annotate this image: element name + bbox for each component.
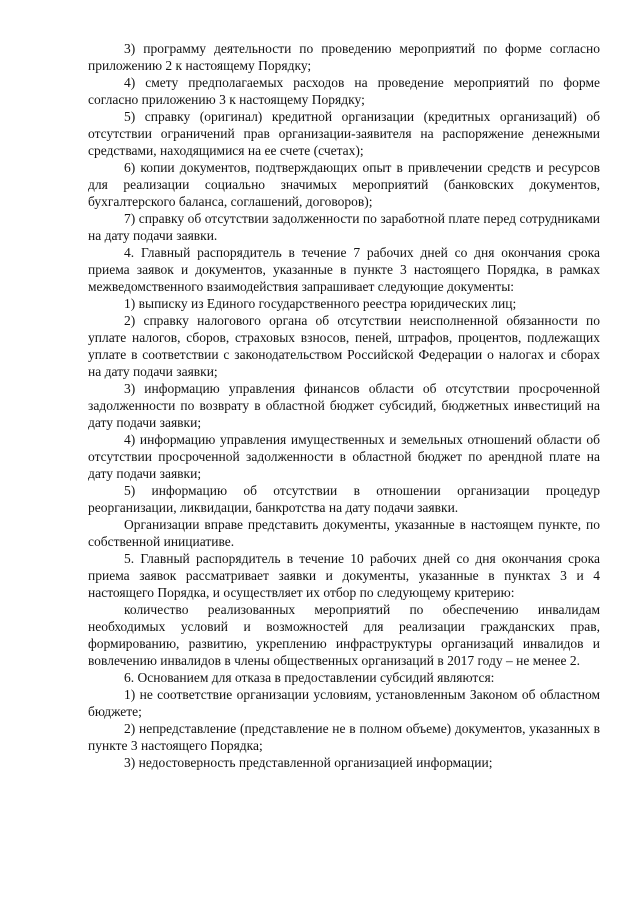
paragraph-section-4-item-2: 2) справку налогового органа об отсутствии неисполненной обязанности по уплате налогов, сборов, страховых взносов, пеней, штрафов, процентов, подлежащих уплате в соответствии с законодательством Российской Федерации о налогах и сборах на дату подачи заявки; — [88, 313, 600, 379]
paragraph-item-4-estimate: 4) смету предполагаемых расходов на проведение мероприятий по форме согласно приложению 3 к настоящему Порядку; — [88, 75, 600, 107]
paragraph-section-4-item-5: 5) информацию об отсутствии в отношении организации процедур реорганизации, ликвидации, банкротства на дату подачи заявки. — [88, 483, 600, 515]
paragraph-item-6-document-copies: 6) копии документов, подтверждающих опыт в привлечении средств и ресурсов для реализации социально значимых мероприятий (банковских документов, бухгалтерского баланса, соглашений, договоров); — [88, 160, 600, 209]
paragraph-section-6: 6. Основанием для отказа в предоставлении субсидий являются: — [124, 670, 495, 685]
paragraph-section-4: 4. Главный распорядитель в течение 7 рабочих дней со дня окончания срока приема заявок и документов, указанные в пункте 3 настоящего Порядка, в рамках межведомственного взаимодействия запрашивает следующие документы: — [88, 245, 600, 294]
paragraph-item-5-bank-certificate: 5) справку (оригинал) кредитной организации (кредитных организаций) об отсутствии ограничений прав организации-заявителя на распоряжение денежными средствами, находящимися на ее счете (счетах); — [88, 109, 600, 158]
paragraph-item-3-program: 3) программу деятельности по проведению мероприятий по форме согласно приложению 2 к настоящему Порядку; — [88, 41, 600, 73]
paragraph-section-6-item-1: 1) не соответствие организации условиям, установленным Законом об областном бюджете; — [88, 687, 600, 719]
paragraph-section-4-item-3: 3) информацию управления финансов области об отсутствии просроченной задолженности по возврату в областной бюджет субсидий, бюджетных инвестиций на дату подачи заявки; — [88, 381, 600, 430]
paragraph-section-6-item-3: 3) недостоверность представленной организацией информации; — [124, 755, 493, 770]
paragraph-own-initiative-note: Организации вправе представить документы, указанные в настоящем пункте, по собственной инициативе. — [88, 517, 600, 549]
paragraph-section-4-item-1: 1) выписку из Единого государственного реестра юридических лиц; — [124, 296, 517, 311]
paragraph-section-6-item-2: 2) непредставление (представление не в полном объеме) документов, указанных в пункте 3 настоящего Порядка; — [88, 721, 600, 753]
paragraph-section-4-item-4: 4) информацию управления имущественных и земельных отношений области об отсутствии просроченной задолженности в областной бюджет по арендной плате на дату подачи заявки; — [88, 432, 600, 481]
paragraph-selection-criterion: количество реализованных мероприятий по обеспечению инвалидам необходимых условий и возможностей для реализации гражданских прав, формированию, развитию, укреплению инфраструктуры организаций инвалидов и вовлечению инвалидов в члены общественных организаций в 2017 году – не менее 2. — [88, 602, 600, 668]
paragraph-section-5: 5. Главный распорядитель в течение 10 рабочих дней со дня окончания срока приема заявок рассматривает заявки и документы, указанные в пунктах 3 и 4 настоящего Порядка, и осуществляет их отбор по следующему критерию: — [88, 551, 600, 600]
paragraph-item-7-salary-certificate: 7) справку об отсутствии задолженности по заработной плате перед сотрудниками на дату подачи заявки. — [88, 211, 600, 243]
